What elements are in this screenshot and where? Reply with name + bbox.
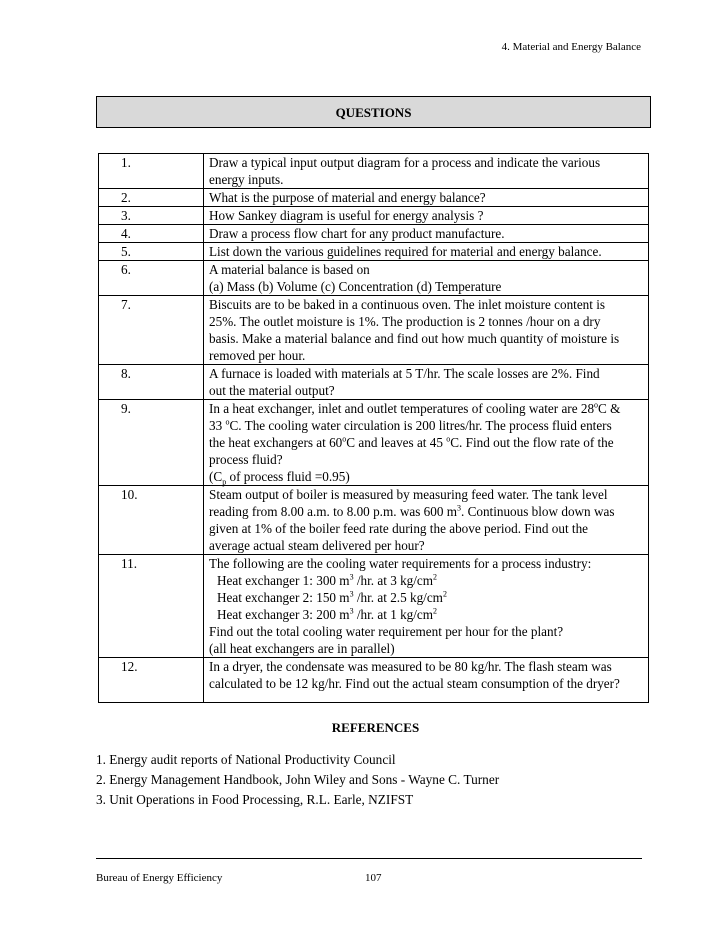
question-row bbox=[99, 207, 649, 225]
question-number: 1. bbox=[99, 154, 204, 189]
text-run: C. The cooling water circulation is 200 litres/hr. The process fluid enters bbox=[229, 418, 612, 433]
questions-banner: QUESTIONS bbox=[96, 96, 651, 128]
text-run: /hr. at 2.5 kg/cm bbox=[353, 590, 443, 605]
question-row bbox=[99, 189, 649, 207]
subscript: p bbox=[222, 477, 227, 487]
row-spacer bbox=[209, 692, 644, 702]
text-run: energy inputs. bbox=[209, 172, 284, 187]
question-line bbox=[209, 296, 644, 313]
question-line bbox=[209, 468, 644, 485]
text-run: In a heat exchanger, inlet and outlet temperatures of cooling water are 28 bbox=[209, 401, 595, 416]
question-row bbox=[99, 365, 649, 400]
text-run: calculated to be 12 kg/hr. Find out the actual steam consumption of the dryer? bbox=[209, 676, 620, 691]
question-text bbox=[204, 658, 649, 703]
question-line bbox=[209, 658, 644, 675]
question-row bbox=[99, 400, 649, 486]
page-number: 107 bbox=[365, 872, 382, 884]
text-run: out the material output? bbox=[209, 383, 335, 398]
text-run: . Continuous blow down was bbox=[460, 504, 615, 519]
text-run: C & bbox=[598, 401, 621, 416]
question-text bbox=[204, 243, 649, 261]
text-run: removed per hour. bbox=[209, 348, 306, 363]
question-line bbox=[209, 537, 644, 554]
text-run: Find out the total cooling water requirement per hour for the plant? bbox=[209, 624, 564, 639]
chapter-header: 4. Material and Energy Balance bbox=[501, 41, 641, 53]
text-run: given at 1% of the boiler feed rate during the above period. Find out the bbox=[209, 521, 589, 536]
superscript: o bbox=[342, 434, 347, 444]
question-line bbox=[209, 261, 644, 278]
text-run: the heat exchangers at 60 bbox=[209, 435, 343, 450]
question-row bbox=[99, 261, 649, 296]
text-run: Draw a typical input output diagram for a process and indicate the various bbox=[209, 155, 601, 170]
questions-table bbox=[98, 153, 649, 703]
text-run: A material balance is based on bbox=[209, 262, 370, 277]
question-line bbox=[209, 243, 644, 260]
text-run: C and leaves at 45 bbox=[346, 435, 447, 450]
superscript: 2 bbox=[433, 572, 438, 582]
question-line bbox=[209, 347, 644, 364]
question-line bbox=[209, 640, 644, 657]
question-text bbox=[204, 400, 649, 486]
question-line bbox=[209, 451, 644, 468]
question-line bbox=[209, 555, 644, 572]
question-row bbox=[99, 555, 649, 658]
text-run: Steam output of boiler is measured by measuring feed water. The tank level bbox=[209, 487, 608, 502]
text-run: Biscuits are to be baked in a continuous oven. The inlet moisture content is bbox=[209, 297, 606, 312]
question-row bbox=[99, 486, 649, 555]
question-number: 3. bbox=[99, 207, 204, 225]
question-number: 5. bbox=[99, 243, 204, 261]
question-line bbox=[209, 520, 644, 537]
question-number: 11. bbox=[99, 555, 204, 658]
superscript: 2 bbox=[433, 606, 438, 616]
reference-item: 1. Energy audit reports of National Productivity Council bbox=[96, 752, 396, 767]
question-text bbox=[204, 365, 649, 400]
text-run: 33 bbox=[209, 418, 226, 433]
text-run: reading from 8.00 a.m. to 8.00 p.m. was 600 m bbox=[209, 504, 457, 519]
reference-item: 3. Unit Operations in Food Processing, R.L. Earle, NZIFST bbox=[96, 792, 414, 807]
question-line bbox=[209, 154, 644, 171]
superscript: o bbox=[446, 434, 451, 444]
text-run: (all heat exchangers are in parallel) bbox=[209, 641, 395, 656]
question-line bbox=[209, 207, 644, 224]
question-text bbox=[204, 225, 649, 243]
question-line bbox=[209, 434, 644, 451]
question-number: 10. bbox=[99, 486, 204, 555]
references-title: REFERENCES bbox=[331, 720, 420, 735]
question-line bbox=[209, 572, 644, 589]
question-row bbox=[99, 225, 649, 243]
superscript: 3 bbox=[349, 606, 354, 616]
question-line bbox=[209, 417, 644, 434]
question-row bbox=[99, 243, 649, 261]
question-number: 12. bbox=[99, 658, 204, 703]
question-line bbox=[209, 365, 644, 382]
text-run: Heat exchanger 1: 300 m bbox=[217, 573, 350, 588]
question-line bbox=[209, 675, 644, 692]
question-line bbox=[209, 278, 644, 295]
question-number: 4. bbox=[99, 225, 204, 243]
question-line bbox=[209, 330, 644, 347]
question-text bbox=[204, 261, 649, 296]
superscript: 3 bbox=[349, 589, 354, 599]
question-text bbox=[204, 189, 649, 207]
text-run: In a dryer, the condensate was measured to be 80 kg/hr. The flash steam was bbox=[209, 659, 612, 674]
question-text bbox=[204, 296, 649, 365]
superscript: 3 bbox=[349, 572, 354, 582]
superscript: 3 bbox=[456, 503, 461, 513]
superscript: o bbox=[225, 417, 230, 427]
question-row bbox=[99, 658, 649, 703]
question-line bbox=[209, 486, 644, 503]
question-line bbox=[209, 589, 644, 606]
text-run: /hr. at 3 kg/cm bbox=[353, 573, 434, 588]
text-run: Draw a process flow chart for any product manufacture. bbox=[209, 226, 505, 241]
question-line bbox=[209, 313, 644, 330]
question-text bbox=[204, 486, 649, 555]
question-line bbox=[209, 171, 644, 188]
reference-item: 2. Energy Management Handbook, John Wiley and Sons - Wayne C. Turner bbox=[96, 772, 500, 787]
text-run: /hr. at 1 kg/cm bbox=[353, 607, 434, 622]
text-run: 25%. The outlet moisture is 1%. The production is 2 tonnes /hour on a dry bbox=[209, 314, 601, 329]
text-run: Heat exchanger 3: 200 m bbox=[217, 607, 350, 622]
question-number: 7. bbox=[99, 296, 204, 365]
question-text bbox=[204, 207, 649, 225]
question-number: 8. bbox=[99, 365, 204, 400]
text-run: How Sankey diagram is useful for energy analysis ? bbox=[209, 208, 484, 223]
text-run: What is the purpose of material and energy balance? bbox=[209, 190, 486, 205]
text-run: (C bbox=[209, 469, 223, 484]
text-run: The following are the cooling water requirements for a process industry: bbox=[209, 556, 592, 571]
question-line bbox=[209, 382, 644, 399]
question-row bbox=[99, 296, 649, 365]
question-number: 9. bbox=[99, 400, 204, 486]
question-text bbox=[204, 154, 649, 189]
superscript: o bbox=[594, 400, 599, 410]
question-line bbox=[209, 189, 644, 206]
question-number: 6. bbox=[99, 261, 204, 296]
question-line bbox=[209, 225, 644, 242]
question-row bbox=[99, 154, 649, 189]
text-run: A furnace is loaded with materials at 5 T/hr. The scale losses are 2%. Find bbox=[209, 366, 600, 381]
question-number: 2. bbox=[99, 189, 204, 207]
references-list bbox=[96, 750, 499, 810]
footer-divider bbox=[96, 858, 642, 859]
question-line bbox=[209, 623, 644, 640]
question-line bbox=[209, 503, 644, 520]
footer-organization: Bureau of Energy Efficiency bbox=[96, 872, 223, 884]
text-run: (a) Mass (b) Volume (c) Concentration (d) Temperature bbox=[209, 279, 502, 294]
superscript: 2 bbox=[442, 589, 447, 599]
question-line bbox=[209, 606, 644, 623]
question-text bbox=[204, 555, 649, 658]
text-run: process fluid? bbox=[209, 452, 283, 467]
text-run: of process fluid =0.95) bbox=[226, 469, 350, 484]
text-run: C. Find out the flow rate of the bbox=[450, 435, 614, 450]
text-run: Heat exchanger 2: 150 m bbox=[217, 590, 350, 605]
text-run: basis. Make a material balance and find out how much quantity of moisture is bbox=[209, 331, 620, 346]
text-run: average actual steam delivered per hour? bbox=[209, 538, 425, 553]
question-line bbox=[209, 400, 644, 417]
text-run: List down the various guidelines required for material and energy balance. bbox=[209, 244, 602, 259]
